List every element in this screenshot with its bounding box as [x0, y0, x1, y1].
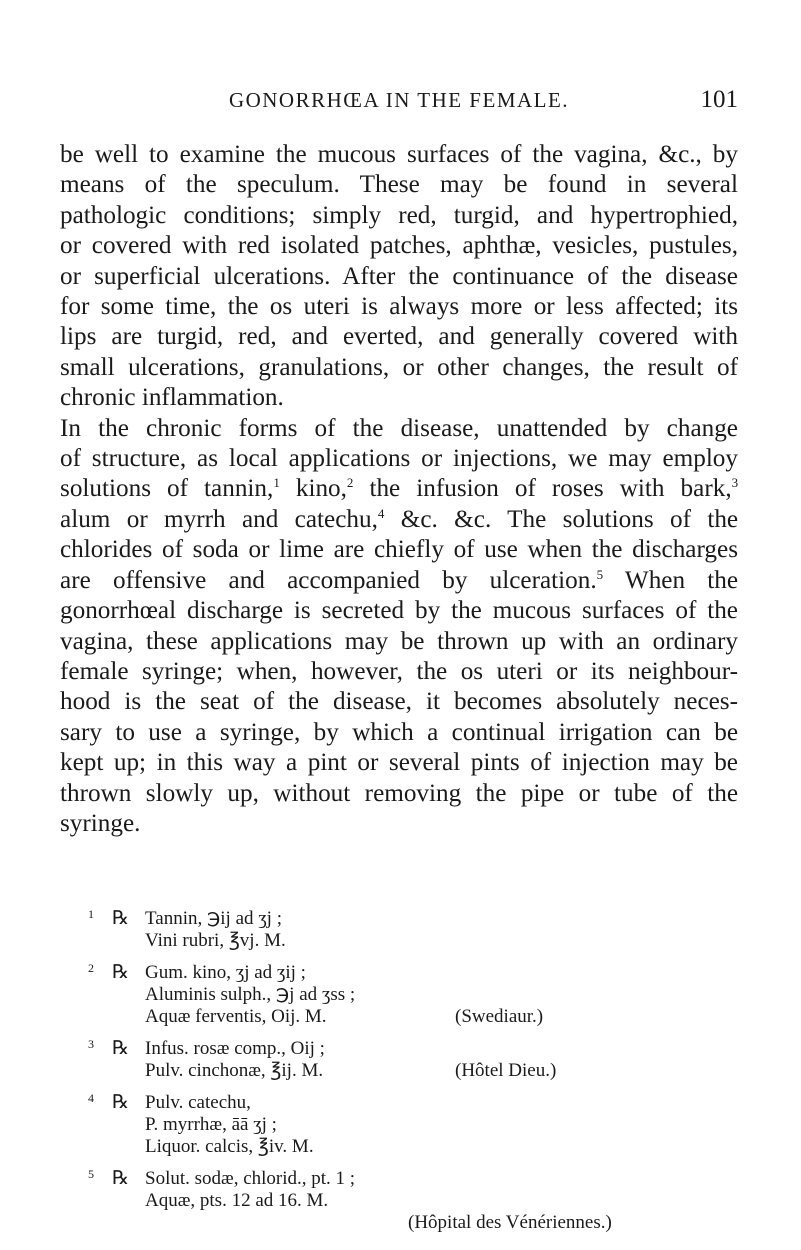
- recipe-symbol: ℞: [112, 908, 130, 929]
- text-line: alum or myrrh and catechu,$^4$ &c. &c. The solutions of the: [60, 505, 739, 533]
- footnote-5: [60, 1168, 760, 1234]
- text-line: pathologic conditions; simply red, turgid, and hypertrophied,: [60, 201, 738, 229]
- text-line: be well to examine the mucous surfaces of the vagina, &c., by: [60, 141, 738, 168]
- footnote-4: [60, 1092, 760, 1158]
- text-line: thrown slowly up, without removing the pipe or tube of the: [60, 779, 738, 807]
- footnote-line: Vini rubri, ℥vj. M.: [145, 930, 286, 951]
- footnote-line: Gum. kino, ʒj ad ʒij ;: [145, 962, 306, 983]
- footnotes: [60, 908, 760, 1244]
- text-line: chlorides of soda or lime are chiefly of use when the discharges: [60, 536, 738, 564]
- footnote-line: Infus. rosæ comp., Oij ;: [145, 1038, 325, 1059]
- text-line: vagina, these applications may be thrown up with an ordinary: [60, 627, 738, 655]
- text-line: or superficial ulcerations. After the continuance of the disease: [60, 262, 738, 290]
- text-line: solutions of tannin,$^1$ kino,$^2$ the infusion of roses with bark,$^3$: [60, 475, 739, 503]
- footnote-reference: 3: [731, 475, 739, 491]
- footnote-number: 3: [88, 1037, 94, 1051]
- footnote-reference: 5: [596, 566, 604, 582]
- text-line: chronic inflammation.: [60, 384, 284, 412]
- footnote-line: Liquor. calcis, ℥iv. M.: [145, 1136, 314, 1157]
- footnote-reference: 2: [346, 475, 354, 491]
- footnote-line: Pulv. catechu,: [145, 1092, 251, 1113]
- body-text: [60, 140, 738, 839]
- footnote-3: [60, 1038, 760, 1082]
- footnote-number: 4: [88, 1091, 94, 1105]
- recipe-symbol: ℞: [112, 1092, 130, 1113]
- footnote-line-text: Pulv. cinchonæ, ℥ij. M.: [145, 1060, 324, 1081]
- text-line: or covered with red isolated patches, aphthæ, vesicles, pustules,: [60, 232, 738, 260]
- text-line: syringe.: [60, 809, 141, 837]
- footnote-1: [60, 908, 760, 952]
- text-line: hood is the seat of the disease, it becomes absolutely neces-: [60, 688, 738, 716]
- text-line: for some time, the os uteri is always more or less affected; its: [60, 293, 738, 321]
- text-line: female syringe; when, however, the os uteri or its neighbour-: [60, 657, 738, 685]
- running-head: GONORRHŒA IN THE FEMALE.: [228, 88, 570, 112]
- footnote-line: [145, 1006, 760, 1028]
- footnote-number: 1: [88, 907, 94, 921]
- footnote-source: (Hôtel Dieu.): [455, 1060, 557, 1081]
- footnote-line: Aquæ, pts. 12 ad 16. M.: [145, 1190, 329, 1211]
- footnote-source: (Swediaur.): [455, 1006, 544, 1027]
- text-line: In the chronic forms of the disease, unattended by change: [60, 414, 738, 442]
- footnote-line: P. myrrhæ, āā ʒj ;: [145, 1114, 277, 1135]
- recipe-symbol: ℞: [112, 962, 130, 983]
- text-line: means of the speculum. These may be found in several: [60, 171, 738, 199]
- footnote-2: [60, 962, 760, 1028]
- text-line: lips are turgid, red, and everted, and generally covered with: [60, 323, 738, 351]
- footnote-reference: 4: [377, 505, 385, 521]
- footnote-line: [145, 1212, 760, 1234]
- text-line: of structure, as local applications or injections, we may employ: [60, 445, 738, 473]
- text-line: small ulcerations, granulations, or other changes, the result of: [60, 353, 738, 381]
- page-number: 101: [700, 86, 738, 113]
- text-line: sary to use a syringe, by which a continual irrigation can be: [60, 718, 738, 746]
- footnote-source: (Hôpital des Vénériennes.): [408, 1212, 612, 1233]
- footnote-reference: 1: [273, 475, 280, 491]
- recipe-symbol: ℞: [112, 1038, 130, 1059]
- footnote-line: Solut. sodæ, chlorid., pt. 1 ;: [145, 1168, 356, 1189]
- text-line: gonorrhœal discharge is secreted by the mucous surfaces of the: [60, 597, 738, 625]
- footnote-line: Aluminis sulph., ℈j ad ʒss ;: [145, 984, 356, 1005]
- text-line: kept up; in this way a pint or several pints of injection may be: [60, 749, 738, 777]
- text-line: are offensive and accompanied by ulceration.$^5$ When the: [60, 566, 739, 594]
- page-header: [60, 88, 738, 118]
- footnote-line: Tannin, ℈ij ad ʒj ;: [145, 908, 282, 929]
- footnote-number: 5: [88, 1167, 94, 1181]
- footnote-number: 2: [88, 961, 94, 975]
- footnote-line: [145, 1060, 760, 1082]
- recipe-symbol: ℞: [112, 1168, 130, 1189]
- footnote-line-text: Aquæ ferventis, Oij. M.: [145, 1006, 327, 1027]
